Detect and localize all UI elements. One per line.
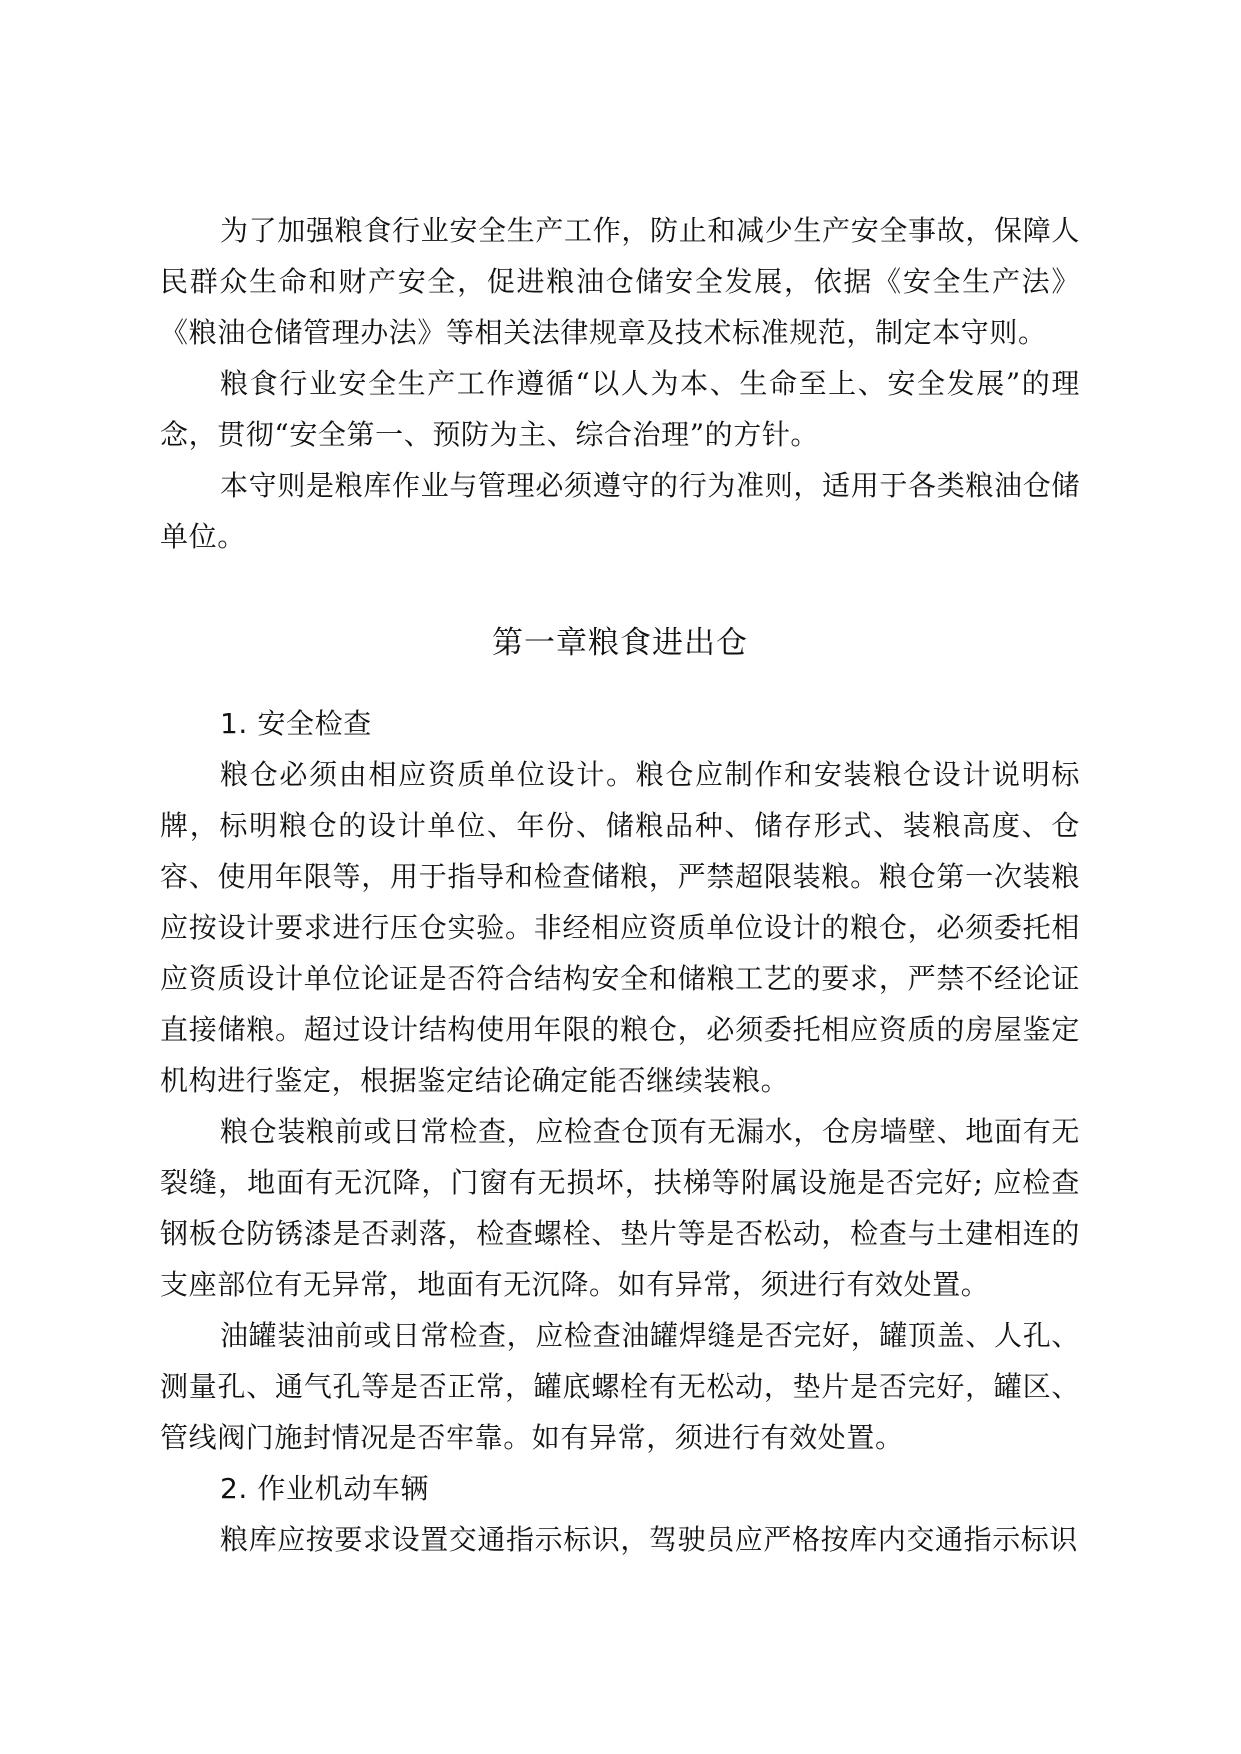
section-1-paragraph-3: 油罐装油前或日常检查，应检查油罐焊缝是否完好，罐顶盖、人孔、测量孔、通气孔等是否正常，罐底螺栓有无松动，垫片是否完好，罐区、管线阀门施封情况是否牢靠。如有异常，须进行有效处置。 bbox=[160, 1319, 1080, 1454]
section-2-paragraph-1: 粮库应按要求设置交通指示标识，驾驶员应严格按库内交通指示标识 bbox=[220, 1523, 1079, 1556]
document-page bbox=[160, 205, 1080, 1565]
section-heading-work-vehicles: 2. 作业机动车辆 bbox=[220, 1472, 430, 1505]
intro-paragraph-1: 为了加强粮食行业安全生产工作，防止和减少生产安全事故，保障人民群众生命和财产安全，促进粮油仓储安全发展，依据《安全生产法》《粮油仓储管理办法》等相关法律规章及技术标准规范，制定本守则。 bbox=[160, 214, 1080, 349]
section-1-paragraph-1: 粮仓必须由相应资质单位设计。粮仓应制作和安装粮仓设计说明标牌，标明粮仓的设计单位、年份、储粮品种、储存形式、装粮高度、仓容、使用年限等，用于指导和检查储粮，严禁超限装粮。粮仓第一次装粮应按设计要求进行压仓实验。非经相应资质单位设计的粮仓，必须委托相应资质设计单位论证是否符合结构安全和储粮工艺的要求，严禁不经论证直接储粮。超过设计结构使用年限的粮仓，必须委托相应资质的房屋鉴定机构进行鉴定，根据鉴定结论确定能否继续装粮。 bbox=[160, 758, 1080, 1097]
section-heading-safety-inspection: 1. 安全检查 bbox=[220, 707, 372, 740]
chapter-title: 第一章粮食进出仓 bbox=[492, 625, 748, 661]
intro-paragraph-3: 本守则是粮库作业与管理必须遵守的行为准则，适用于各类粮油仓储单位。 bbox=[160, 469, 1080, 553]
intro-paragraph-2: 粮食行业安全生产工作遵循“以人为本、生命至上、安全发展”的理念，贯彻“安全第一、预防为主、综合治理”的方针。 bbox=[160, 367, 1080, 451]
section-1-paragraph-2: 粮仓装粮前或日常检查，应检查仓顶有无漏水，仓房墙壁、地面有无裂缝，地面有无沉降，门窗有无损坏，扶梯等附属设施是否完好; 应检查钢板仓防锈漆是否剥落，检查螺栓、垫片等是否松动，检查与土建相连的支座部位有无异常，地面有无沉降。如有异常，须进行有效处置。 bbox=[160, 1115, 1080, 1301]
